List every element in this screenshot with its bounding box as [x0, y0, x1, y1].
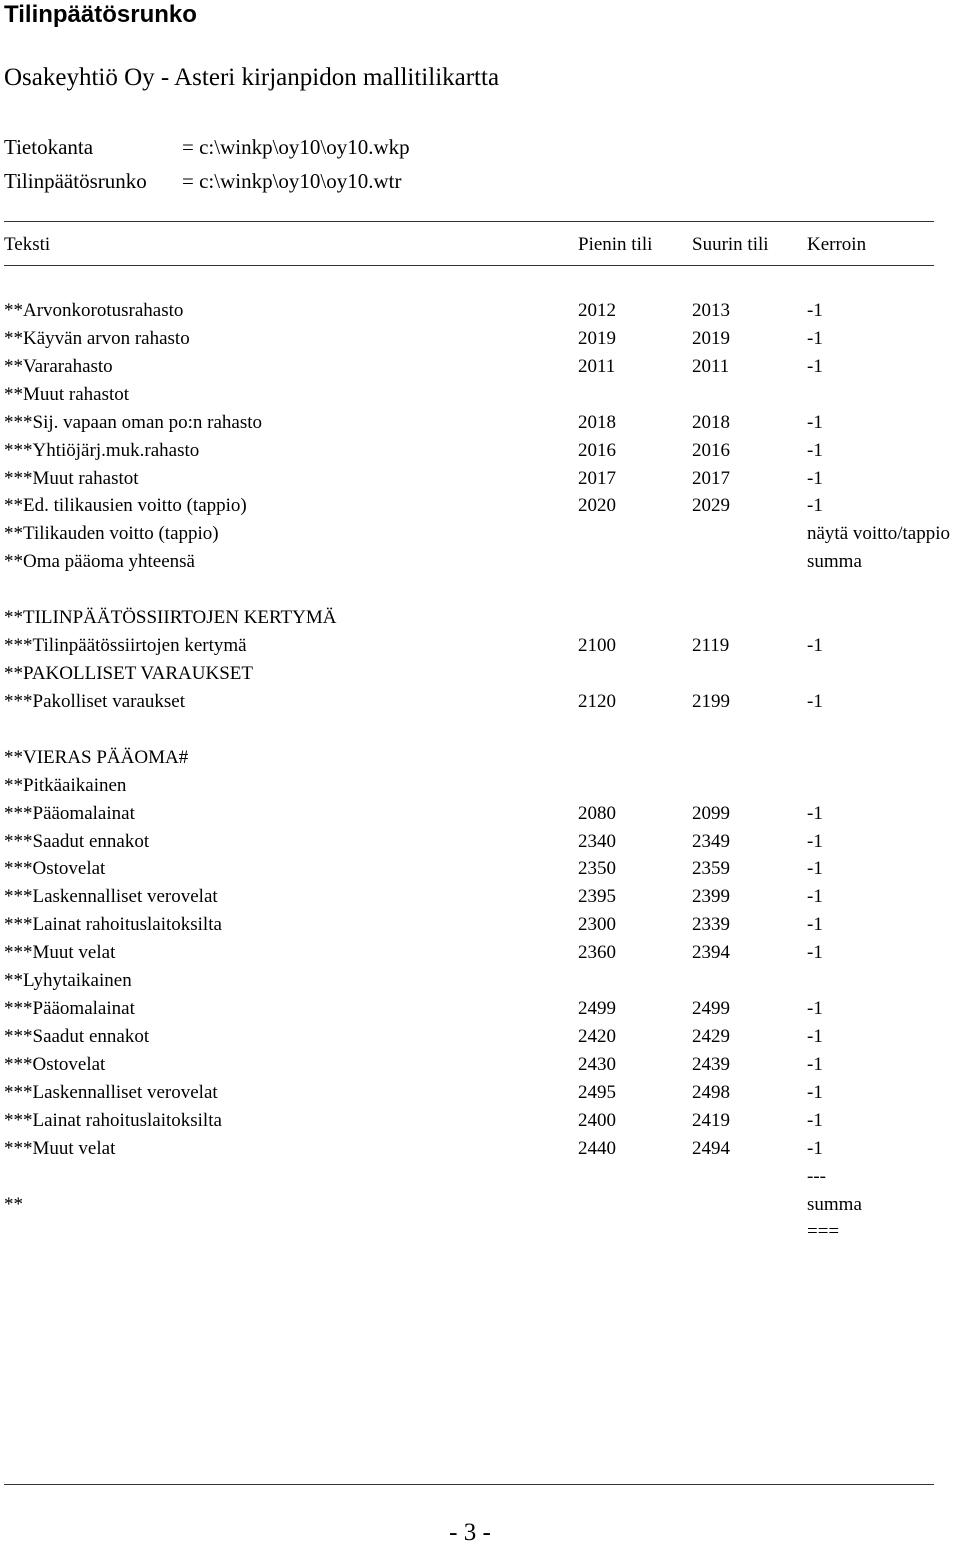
row-text: ***Sij. vapaan oman po:n rahasto: [4, 411, 263, 433]
row-min-account: 2019: [578, 327, 616, 349]
row-text: ***Muut velat: [4, 1137, 116, 1159]
table-row: [0, 688, 960, 716]
column-header-text: Teksti: [4, 234, 51, 255]
table-row: [0, 465, 960, 493]
row-coefficient: -1: [807, 495, 823, 517]
row-text: ***Ostovelat: [4, 1053, 106, 1075]
meta-row-template: [4, 167, 402, 195]
row-text: ***Pääomalainat: [4, 802, 135, 824]
table-row: [0, 1023, 960, 1051]
table-row: [0, 1051, 960, 1079]
table-row: [0, 716, 960, 744]
row-coefficient: -1: [807, 411, 823, 433]
row-text: **Oma pääoma yhteensä: [4, 551, 195, 573]
row-text: **Pitkäaikainen: [4, 774, 127, 796]
row-coefficient: -1: [807, 690, 823, 712]
row-coefficient: -1: [807, 1109, 823, 1131]
document-subtitle: Osakeyhtiö Oy - Asteri kirjanpidon mallitilikartta: [4, 64, 500, 91]
row-text: ***Muut rahastot: [4, 467, 139, 489]
table-row: [0, 632, 960, 660]
table-row: [0, 828, 960, 856]
table-row: [0, 883, 960, 911]
table-row: [0, 297, 960, 325]
row-coefficient: -1: [807, 914, 823, 936]
row-coefficient: -1: [807, 439, 823, 461]
row-min-account: 2011: [578, 355, 616, 377]
row-text: ***Laskennalliset verovelat: [4, 886, 218, 908]
table-row: [0, 492, 960, 520]
row-text: ***Yhtiöjärj.muk.rahasto: [4, 439, 200, 461]
row-min-account: 2360: [578, 942, 616, 964]
row-text: **: [4, 1193, 23, 1215]
row-text: ***Pakolliset varaukset: [4, 690, 185, 712]
meta-value: = c:\winkp\oy10\oy10.wtr: [182, 169, 402, 193]
row-min-account: 2350: [578, 858, 616, 880]
row-coefficient: -1: [807, 998, 823, 1020]
column-header-min: Pienin tili: [578, 234, 653, 255]
row-max-account: 2494: [692, 1137, 730, 1159]
meta-row-database: [4, 133, 410, 161]
row-min-account: 2120: [578, 690, 616, 712]
table-row: [0, 939, 960, 967]
row-coefficient: -1: [807, 1053, 823, 1075]
row-text: ***Laskennalliset verovelat: [4, 1081, 218, 1103]
row-text: ***Saadut ennakot: [4, 830, 150, 852]
table-row: [0, 967, 960, 995]
table-row: [0, 911, 960, 939]
meta-key: Tietokanta: [4, 135, 94, 159]
row-coefficient: ---: [807, 1165, 826, 1187]
table-row: [0, 1107, 960, 1135]
row-min-account: 2080: [578, 802, 616, 824]
row-max-account: 2013: [692, 300, 730, 321]
row-text: ***Muut velat: [4, 942, 116, 964]
row-max-account: 2119: [692, 635, 730, 657]
row-min-account: 2017: [578, 467, 616, 489]
table-row: [0, 772, 960, 800]
row-min-account: 2018: [578, 411, 616, 433]
row-coefficient: -1: [807, 1137, 823, 1159]
row-text: **TILINPÄÄTÖSSIIRTOJEN KERTYMÄ: [4, 607, 337, 629]
row-max-account: 2339: [692, 914, 730, 936]
row-coefficient: summa: [807, 551, 862, 573]
row-min-account: 2012: [578, 300, 616, 321]
row-min-account: 2395: [578, 886, 616, 908]
row-coefficient: -1: [807, 942, 823, 964]
row-text: **Ed. tilikausien voitto (tappio): [4, 495, 247, 517]
row-coefficient: -1: [807, 886, 823, 908]
row-min-account: 2420: [578, 1025, 616, 1047]
meta-key: Tilinpäätösrunko: [4, 169, 147, 193]
header-bottom-rule: [4, 265, 934, 266]
column-header-max: Suurin tili: [692, 234, 769, 255]
table-row: [0, 800, 960, 828]
header-top-rule: [4, 221, 934, 222]
table-row: [0, 381, 960, 409]
row-max-account: 2498: [692, 1081, 730, 1103]
row-coefficient: summa: [807, 1193, 862, 1215]
row-max-account: 2199: [692, 690, 730, 712]
row-max-account: 2399: [692, 886, 730, 908]
row-coefficient: -1: [807, 327, 823, 349]
page-number: - 3 -: [449, 1519, 491, 1546]
row-text: **Lyhytaikainen: [4, 970, 132, 992]
row-coefficient: -1: [807, 300, 823, 321]
row-text: ***Tilinpäätössiirtojen kertymä: [4, 635, 247, 657]
row-text: **VIERAS PÄÄOMA#: [4, 746, 189, 768]
table-row: [0, 1079, 960, 1107]
row-coefficient: -1: [807, 467, 823, 489]
row-text: ***Lainat rahoituslaitoksilta: [4, 1109, 222, 1131]
table-row: [0, 409, 960, 437]
document-title: Tilinpäätösrunko: [4, 1, 197, 28]
table-row: [0, 576, 960, 604]
row-min-account: 2100: [578, 635, 616, 657]
table-row: [0, 604, 960, 632]
table-row: [0, 437, 960, 465]
row-max-account: 2394: [692, 942, 730, 964]
row-min-account: 2499: [578, 998, 616, 1020]
row-text: **Arvonkorotusrahasto: [4, 300, 184, 321]
row-coefficient: näytä voitto/tappio: [807, 523, 951, 545]
table-row: [0, 325, 960, 353]
row-coefficient: -1: [807, 1081, 823, 1103]
footer-rule: [4, 1484, 934, 1485]
row-min-account: 2016: [578, 439, 616, 461]
row-max-account: 2029: [692, 495, 730, 517]
row-text: ***Lainat rahoituslaitoksilta: [4, 914, 222, 936]
row-text: **Vararahasto: [4, 355, 113, 377]
row-coefficient: ===: [807, 1221, 840, 1243]
table-row: [0, 353, 960, 381]
row-min-account: 2300: [578, 914, 616, 936]
table-row: [0, 660, 960, 688]
table-row: [0, 1135, 960, 1163]
row-text: **Muut rahastot: [4, 383, 130, 405]
table-row: [0, 995, 960, 1023]
row-coefficient: -1: [807, 1025, 823, 1047]
row-coefficient: -1: [807, 355, 823, 377]
row-max-account: 2419: [692, 1109, 730, 1131]
row-coefficient: -1: [807, 830, 823, 852]
row-min-account: 2495: [578, 1081, 616, 1103]
table-row: [0, 520, 960, 548]
row-coefficient: -1: [807, 802, 823, 824]
table-row: [0, 855, 960, 883]
row-max-account: 2011: [692, 355, 730, 377]
row-max-account: 2499: [692, 998, 730, 1020]
column-header-kerroin: Kerroin: [807, 234, 867, 255]
row-max-account: 2019: [692, 327, 730, 349]
row-max-account: 2439: [692, 1053, 730, 1075]
row-max-account: 2018: [692, 411, 730, 433]
row-min-account: 2020: [578, 495, 616, 517]
row-min-account: 2400: [578, 1109, 616, 1131]
row-coefficient: -1: [807, 635, 823, 657]
row-max-account: 2349: [692, 830, 730, 852]
row-coefficient: -1: [807, 858, 823, 880]
row-min-account: 2340: [578, 830, 616, 852]
table-row: [0, 1163, 960, 1191]
row-text: ***Ostovelat: [4, 858, 106, 880]
row-max-account: 2099: [692, 802, 730, 824]
row-min-account: 2440: [578, 1137, 616, 1159]
row-max-account: 2016: [692, 439, 730, 461]
table-row: [0, 548, 960, 576]
row-max-account: 2359: [692, 858, 730, 880]
table-header: [0, 232, 960, 258]
table-row: [0, 1218, 960, 1246]
row-text: ***Pääomalainat: [4, 998, 135, 1020]
row-text: **Tilikauden voitto (tappio): [4, 523, 219, 545]
row-max-account: 2429: [692, 1025, 730, 1047]
row-text: **Käyvän arvon rahasto: [4, 327, 190, 349]
row-text: ***Saadut ennakot: [4, 1025, 150, 1047]
table-row: [0, 1191, 960, 1219]
row-min-account: 2430: [578, 1053, 616, 1075]
row-max-account: 2017: [692, 467, 730, 489]
table-row: [0, 744, 960, 772]
meta-value: = c:\winkp\oy10\oy10.wkp: [182, 135, 410, 159]
table-body: [0, 297, 960, 1246]
row-text: **PAKOLLISET VARAUKSET: [4, 662, 253, 684]
